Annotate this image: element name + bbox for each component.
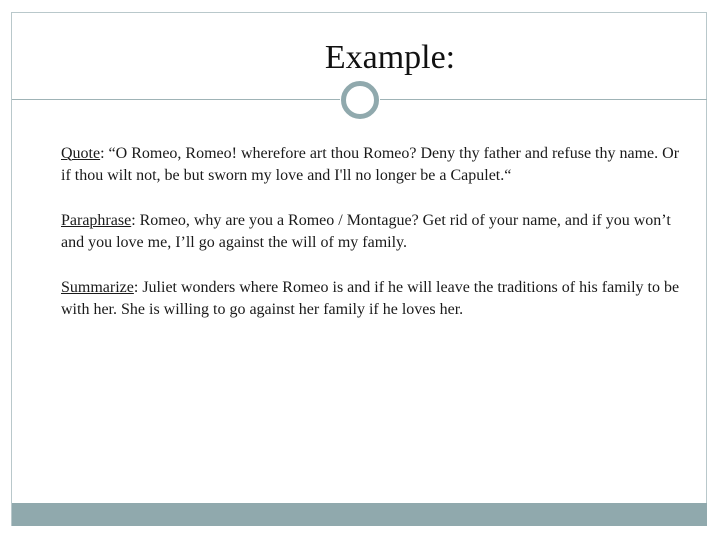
paraphrase-text: : Romeo, why are you a Romeo / Montague? Get rid of your name, and if you won’t and you love me, I’ll go against the will of my family. [61,212,671,251]
slide-body [61,143,686,344]
summarize-paragraph [61,277,686,321]
slide-title-text: Example: [324,39,456,76]
summarize-text: : Juliet wonders where Romeo is and if he will leave the traditions of his family to be with her. She is willing to go against her family if he loves her. [61,279,680,318]
title-divider-left [12,99,340,100]
paraphrase-paragraph [61,210,686,254]
title-divider-right [380,99,707,100]
quote-paragraph [61,143,686,187]
footer-bar [12,503,707,526]
quote-text: : “O Romeo, Romeo! wherefore art thou Romeo? Deny thy father and refuse thy name. Or if thou wilt not, be but sworn my love and I'll no longer be a Capulet.“ [61,145,680,184]
summarize-label: Summarize [61,279,134,296]
slide-title [0,38,720,78]
quote-label: Quote [61,145,101,162]
paraphrase-label: Paraphrase [61,212,132,229]
ring-ornament-icon [341,81,379,119]
